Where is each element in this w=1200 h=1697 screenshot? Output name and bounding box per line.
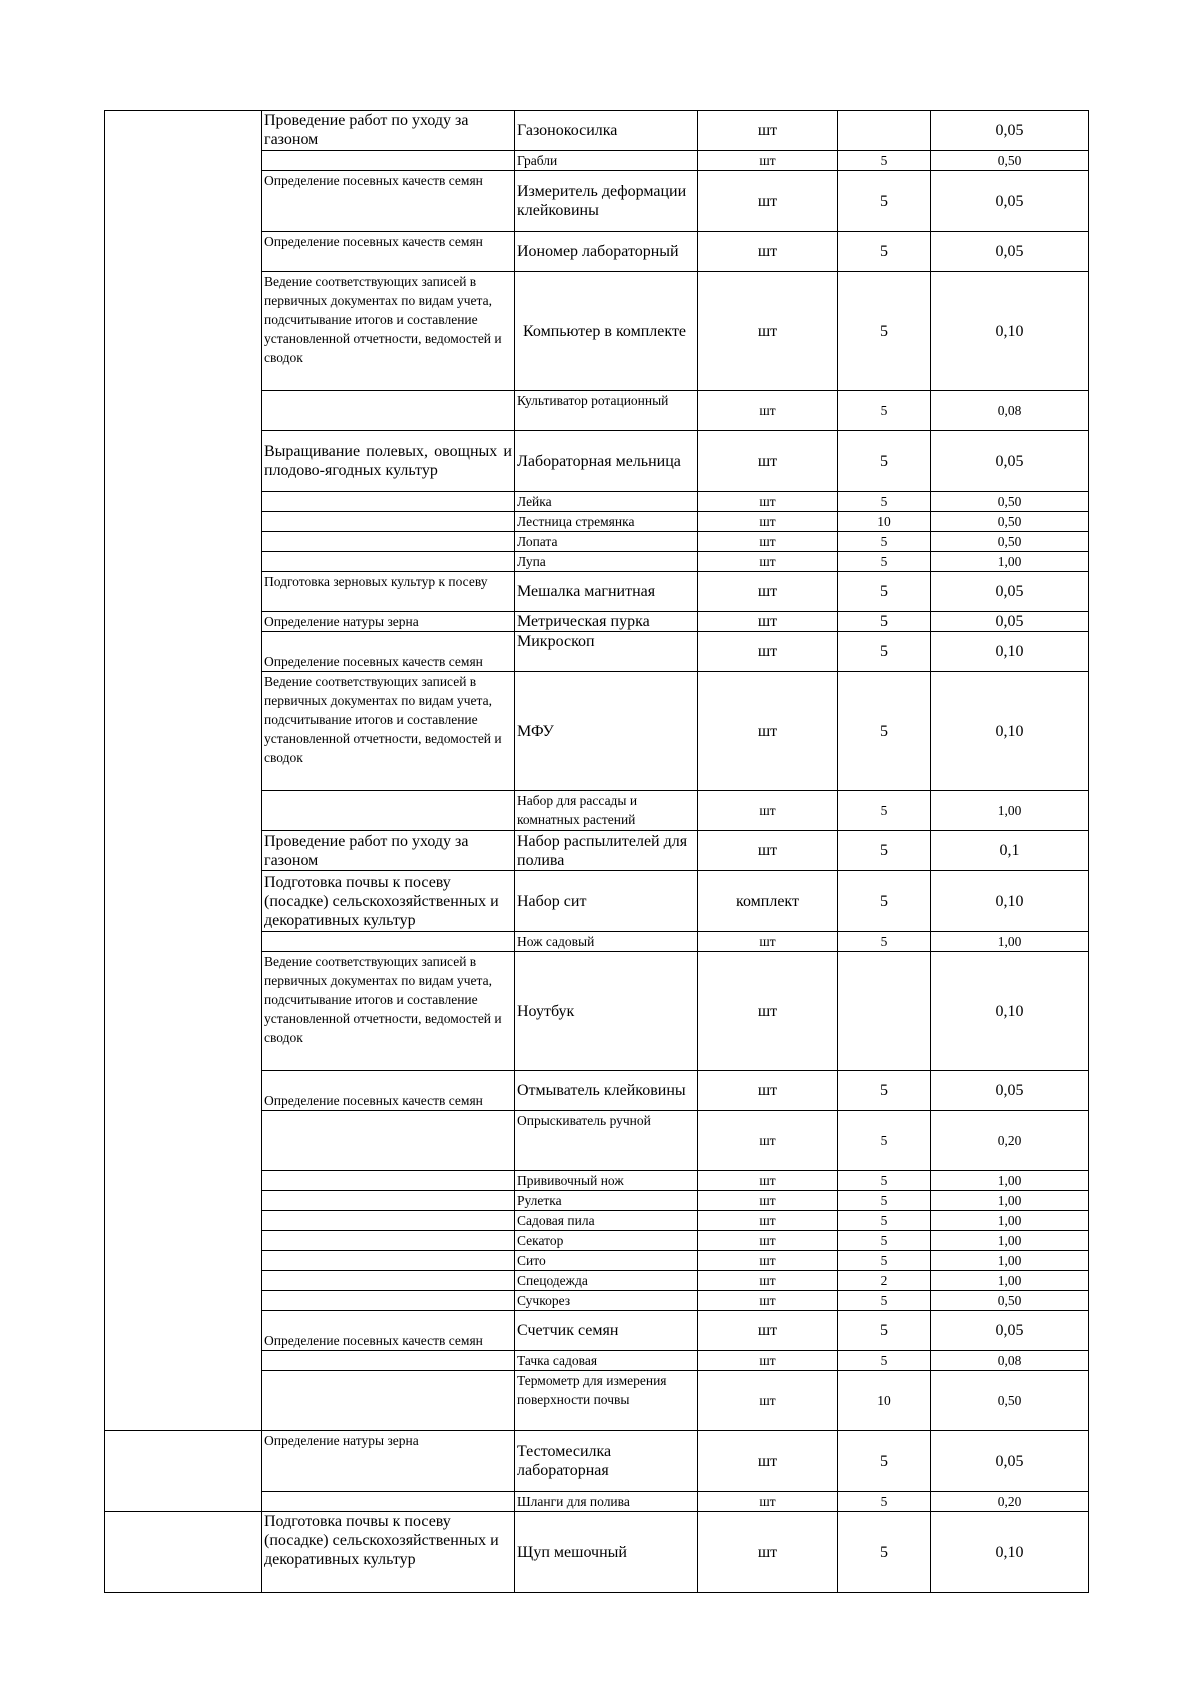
unit-cell: шт [698, 572, 838, 612]
table-row [105, 391, 1089, 431]
table-row [105, 1251, 1089, 1271]
item-cell: Сито [515, 1251, 698, 1271]
count-cell: 10 [838, 1371, 931, 1431]
norm-cell: 0,05 [931, 612, 1089, 632]
activity-cell: Ведение соответствующих записей в первичных документах по видам учета, подсчитывание итогов и составление установленной отчетности, ведомостей и сводок [262, 952, 515, 1071]
table-row [105, 1111, 1089, 1171]
item-cell: Лейка [515, 492, 698, 512]
norm-cell: 0,50 [931, 492, 1089, 512]
unit-cell: шт [698, 1512, 838, 1593]
norm-cell: 0,05 [931, 111, 1089, 151]
count-cell: 5 [838, 1111, 931, 1171]
count-cell: 5 [838, 1191, 931, 1211]
margin-cell [105, 171, 262, 232]
item-cell: Измеритель деформации клейковины [515, 171, 698, 232]
count-cell [838, 952, 931, 1071]
unit-cell: шт [698, 552, 838, 572]
norm-cell: 0,50 [931, 1371, 1089, 1431]
norm-cell: 1,00 [931, 1231, 1089, 1251]
activity-cell [262, 512, 515, 532]
unit-cell: шт [698, 1191, 838, 1211]
margin-cell [105, 1512, 262, 1593]
margin-cell [105, 1351, 262, 1371]
activity-cell [262, 1211, 515, 1231]
table-row [105, 952, 1089, 1071]
count-cell: 10 [838, 512, 931, 532]
unit-cell: шт [698, 272, 838, 391]
activity-cell [262, 1111, 515, 1171]
unit-cell: шт [698, 632, 838, 672]
activity-cell [262, 1231, 515, 1251]
margin-cell [105, 512, 262, 532]
activity-cell: Определение посевных качеств семян [262, 232, 515, 272]
norm-cell: 0,05 [931, 572, 1089, 612]
unit-cell: шт [698, 1371, 838, 1431]
table-row [105, 111, 1089, 151]
margin-cell [105, 1111, 262, 1171]
count-cell: 5 [838, 572, 931, 612]
norm-cell: 1,00 [931, 1211, 1089, 1231]
unit-cell: шт [698, 791, 838, 831]
table-row [105, 552, 1089, 572]
table-row [105, 1291, 1089, 1311]
table-row [105, 1271, 1089, 1291]
count-cell: 5 [838, 672, 931, 791]
table-row [105, 1311, 1089, 1351]
item-cell: Грабли [515, 151, 698, 171]
norm-cell: 0,05 [931, 171, 1089, 232]
item-cell: Спецодежда [515, 1271, 698, 1291]
norm-cell: 1,00 [931, 1191, 1089, 1211]
margin-cell [105, 1191, 262, 1211]
activity-cell: Определение посевных качеств семян [262, 1071, 515, 1111]
activity-cell: Подготовка зерновых культур к посеву [262, 572, 515, 612]
activity-cell: Выращивание полевых, овощных и плодово-ягодных культур [262, 431, 515, 492]
item-cell: Лабораторная мельница [515, 431, 698, 492]
table-row [105, 532, 1089, 552]
item-cell: Прививочный нож [515, 1171, 698, 1191]
margin-cell [105, 1431, 262, 1492]
unit-cell: шт [698, 1351, 838, 1371]
item-cell: Секатор [515, 1231, 698, 1251]
margin-cell [105, 871, 262, 932]
activity-cell [262, 1492, 515, 1512]
margin-cell [105, 1231, 262, 1251]
count-cell [838, 111, 931, 151]
table-row [105, 431, 1089, 492]
item-cell: Лупа [515, 552, 698, 572]
table-row [105, 831, 1089, 871]
count-cell: 5 [838, 1071, 931, 1111]
unit-cell: шт [698, 532, 838, 552]
norm-cell: 0,05 [931, 1071, 1089, 1111]
margin-cell [105, 932, 262, 952]
item-cell: Иономер лабораторный [515, 232, 698, 272]
table-row [105, 1171, 1089, 1191]
norm-cell: 0,50 [931, 532, 1089, 552]
table-row [105, 1231, 1089, 1251]
margin-cell [105, 151, 262, 171]
count-cell: 5 [838, 1492, 931, 1512]
count-cell: 5 [838, 1351, 931, 1371]
item-cell: Сучкорез [515, 1291, 698, 1311]
count-cell: 5 [838, 1231, 931, 1251]
norm-cell: 1,00 [931, 1251, 1089, 1271]
item-cell: Лопата [515, 532, 698, 552]
unit-cell: шт [698, 151, 838, 171]
table-row [105, 232, 1089, 272]
norm-cell: 0,05 [931, 1431, 1089, 1492]
item-cell: Опрыскиватель ручной [515, 1111, 698, 1171]
norm-cell: 0,10 [931, 952, 1089, 1071]
table-row [105, 272, 1089, 391]
table-row [105, 1071, 1089, 1111]
activity-cell [262, 1271, 515, 1291]
item-cell: Мешалка магнитная [515, 572, 698, 612]
norm-cell: 0,05 [931, 232, 1089, 272]
norm-cell: 0,50 [931, 1291, 1089, 1311]
table-row [105, 1211, 1089, 1231]
count-cell: 2 [838, 1271, 931, 1291]
unit-cell: шт [698, 1251, 838, 1271]
count-cell: 5 [838, 391, 931, 431]
item-cell: Нож садовый [515, 932, 698, 952]
activity-cell [262, 532, 515, 552]
margin-cell [105, 1291, 262, 1311]
norm-cell: 1,00 [931, 932, 1089, 952]
table-row [105, 572, 1089, 612]
count-cell: 5 [838, 431, 931, 492]
norm-cell: 0,10 [931, 272, 1089, 391]
activity-cell [262, 391, 515, 431]
count-cell: 5 [838, 831, 931, 871]
activity-cell: Подготовка почвы к посеву (посадке) сельскохозяйственных и декоративных культур [262, 871, 515, 932]
unit-cell: шт [698, 1431, 838, 1492]
norm-cell: 0,20 [931, 1492, 1089, 1512]
table-row [105, 1371, 1089, 1431]
activity-cell: Ведение соответствующих записей в первичных документах по видам учета, подсчитывание итогов и составление установленной отчетности, ведомостей и сводок [262, 672, 515, 791]
norm-cell: 0,1 [931, 831, 1089, 871]
unit-cell: шт [698, 111, 838, 151]
activity-cell: Ведение соответствующих записей в первичных документах по видам учета, подсчитывание итогов и составление установленной отчетности, ведомостей и сводок [262, 272, 515, 391]
item-cell: Набор сит [515, 871, 698, 932]
margin-cell [105, 672, 262, 791]
margin-cell [105, 272, 262, 391]
activity-cell [262, 1251, 515, 1271]
activity-cell [262, 791, 515, 831]
table-row [105, 492, 1089, 512]
count-cell: 5 [838, 871, 931, 932]
activity-cell [262, 1371, 515, 1431]
unit-cell: шт [698, 391, 838, 431]
margin-cell [105, 791, 262, 831]
norm-cell: 1,00 [931, 1171, 1089, 1191]
unit-cell: шт [698, 512, 838, 532]
item-cell: Культиватор ротационный [515, 391, 698, 431]
table-row [105, 1191, 1089, 1211]
margin-cell [105, 632, 262, 672]
unit-cell: шт [698, 171, 838, 232]
unit-cell: шт [698, 1111, 838, 1171]
norm-cell: 0,10 [931, 672, 1089, 791]
unit-cell: шт [698, 1271, 838, 1291]
activity-cell: Проведение работ по уходу за газоном [262, 831, 515, 871]
count-cell: 5 [838, 1291, 931, 1311]
unit-cell: шт [698, 1492, 838, 1512]
item-cell: Газонокосилка [515, 111, 698, 151]
activity-cell: Подготовка почвы к посеву (посадке) сельскохозяйственных и декоративных культур [262, 1512, 515, 1593]
table-row [105, 1431, 1089, 1492]
item-cell: Лестница стремянка [515, 512, 698, 532]
unit-cell: шт [698, 1231, 838, 1251]
margin-cell [105, 831, 262, 871]
norm-cell: 1,00 [931, 791, 1089, 831]
margin-cell [105, 1311, 262, 1351]
count-cell: 5 [838, 552, 931, 572]
norm-cell: 0,05 [931, 1311, 1089, 1351]
activity-cell [262, 1291, 515, 1311]
activity-cell: Определение натуры зерна [262, 612, 515, 632]
unit-cell: шт [698, 492, 838, 512]
margin-cell [105, 1251, 262, 1271]
margin-cell [105, 1271, 262, 1291]
table-row [105, 1351, 1089, 1371]
unit-cell: шт [698, 431, 838, 492]
item-cell: Отмыватель клейковины [515, 1071, 698, 1111]
item-cell: Щуп мешочный [515, 1512, 698, 1593]
margin-cell [105, 552, 262, 572]
table-row [105, 871, 1089, 932]
margin-cell [105, 1492, 262, 1512]
item-cell: Ноутбук [515, 952, 698, 1071]
margin-cell [105, 532, 262, 552]
count-cell: 5 [838, 1311, 931, 1351]
norm-cell: 0,05 [931, 431, 1089, 492]
count-cell: 5 [838, 1211, 931, 1231]
item-cell: Рулетка [515, 1191, 698, 1211]
unit-cell: шт [698, 1211, 838, 1231]
margin-cell [105, 952, 262, 1071]
item-cell: Тачка садовая [515, 1351, 698, 1371]
table-row [105, 612, 1089, 632]
unit-cell: шт [698, 672, 838, 791]
unit-cell: шт [698, 1291, 838, 1311]
activity-cell [262, 932, 515, 952]
item-cell: Набор для рассады и комнатных растений [515, 791, 698, 831]
margin-cell [105, 232, 262, 272]
table-row [105, 171, 1089, 232]
count-cell: 5 [838, 532, 931, 552]
norm-cell: 1,00 [931, 552, 1089, 572]
norm-cell: 0,20 [931, 1111, 1089, 1171]
activity-cell [262, 492, 515, 512]
margin-cell [105, 1171, 262, 1191]
count-cell: 5 [838, 151, 931, 171]
margin-cell [105, 391, 262, 431]
count-cell: 5 [838, 612, 931, 632]
item-cell: Набор распылителей для полива [515, 831, 698, 871]
count-cell: 5 [838, 1251, 931, 1271]
norm-cell: 0,08 [931, 1351, 1089, 1371]
count-cell: 5 [838, 492, 931, 512]
activity-cell [262, 1171, 515, 1191]
margin-cell [105, 1371, 262, 1431]
norm-cell: 1,00 [931, 1271, 1089, 1291]
unit-cell: шт [698, 612, 838, 632]
count-cell: 5 [838, 1512, 931, 1593]
item-cell: Садовая пила [515, 1211, 698, 1231]
count-cell: 5 [838, 272, 931, 391]
item-cell: Тестомесилка лабораторная [515, 1431, 698, 1492]
norm-cell: 0,50 [931, 151, 1089, 171]
norm-cell: 0,10 [931, 1512, 1089, 1593]
margin-cell [105, 612, 262, 632]
activity-cell [262, 151, 515, 171]
item-cell: Счетчик семян [515, 1311, 698, 1351]
unit-cell: шт [698, 932, 838, 952]
count-cell: 5 [838, 791, 931, 831]
margin-cell [105, 492, 262, 512]
count-cell: 5 [838, 232, 931, 272]
activity-cell: Определение посевных качеств семян [262, 171, 515, 232]
margin-cell [105, 1071, 262, 1111]
margin-cell [105, 431, 262, 492]
activity-cell [262, 552, 515, 572]
unit-cell: комплект [698, 871, 838, 932]
item-cell: Метрическая пурка [515, 612, 698, 632]
table-row [105, 151, 1089, 171]
table-row [105, 1492, 1089, 1512]
unit-cell: шт [698, 232, 838, 272]
unit-cell: шт [698, 831, 838, 871]
activity-cell: Определение посевных качеств семян [262, 1311, 515, 1351]
table-row [105, 672, 1089, 791]
unit-cell: шт [698, 1071, 838, 1111]
norm-cell: 0,10 [931, 632, 1089, 672]
item-cell: Компьютер в комплекте [515, 272, 698, 391]
item-cell: Шланги для полива [515, 1492, 698, 1512]
table-row [105, 632, 1089, 672]
item-cell: МФУ [515, 672, 698, 791]
norm-cell: 0,08 [931, 391, 1089, 431]
count-cell: 5 [838, 171, 931, 232]
unit-cell: шт [698, 952, 838, 1071]
table-row [105, 512, 1089, 532]
count-cell: 5 [838, 932, 931, 952]
activity-cell [262, 1351, 515, 1371]
equipment-table [104, 110, 1089, 1593]
activity-cell: Определение натуры зерна [262, 1431, 515, 1492]
margin-cell [105, 111, 262, 151]
count-cell: 5 [838, 632, 931, 672]
activity-cell: Определение посевных качеств семян [262, 632, 515, 672]
table-row [105, 1512, 1089, 1593]
unit-cell: шт [698, 1171, 838, 1191]
item-cell: Микроскоп [515, 632, 698, 672]
margin-cell [105, 1211, 262, 1231]
activity-cell: Проведение работ по уходу за газоном [262, 111, 515, 151]
norm-cell: 0,50 [931, 512, 1089, 532]
count-cell: 5 [838, 1431, 931, 1492]
activity-cell [262, 1191, 515, 1211]
table-row [105, 932, 1089, 952]
table-row [105, 791, 1089, 831]
count-cell: 5 [838, 1171, 931, 1191]
unit-cell: шт [698, 1311, 838, 1351]
margin-cell [105, 572, 262, 612]
norm-cell: 0,10 [931, 871, 1089, 932]
item-cell: Термометр для измерения поверхности почвы [515, 1371, 698, 1431]
